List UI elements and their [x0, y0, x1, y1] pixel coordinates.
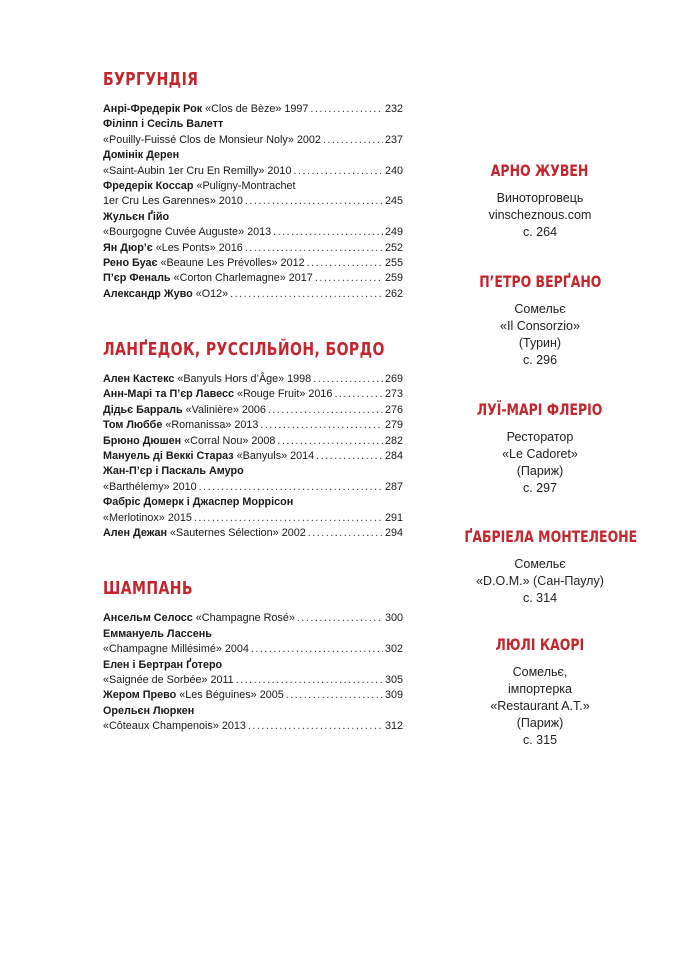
section-champagne [103, 577, 403, 734]
leader-dots [313, 372, 383, 387]
list-item [103, 179, 403, 194]
person-detail: Сомельє, [512, 665, 568, 679]
entry-page: 252 [384, 241, 403, 254]
leader-dots [277, 434, 383, 449]
entry-name: Александр Жуво [103, 287, 193, 300]
entry-page: 305 [384, 673, 403, 686]
leader-dots [245, 194, 383, 209]
entry-page: 237 [384, 133, 403, 146]
person-page: с. 297 [522, 481, 558, 495]
leader-dots [199, 480, 383, 495]
list-item [103, 133, 403, 148]
entry-page: 300 [384, 612, 403, 625]
section-burgundy [103, 68, 403, 302]
entry-page: 259 [384, 272, 403, 285]
entry-page: 232 [384, 103, 403, 115]
list-item [103, 148, 403, 163]
list-item [103, 403, 403, 418]
entry-name: Орельєн Люркен [103, 704, 195, 717]
list-item [103, 117, 403, 132]
entry-wine: 1er Cru Les Garennes» 2010 [103, 195, 243, 208]
person-detail: Сомельє [514, 557, 566, 571]
leader-dots [194, 511, 383, 526]
list-item [103, 449, 403, 464]
entry-wine: «Pouilly-Fuissé Clos de Monsieur Noly» 2002 [103, 133, 321, 146]
list-item [103, 434, 403, 449]
entry-name: Філіпп і Сесіль Валетт [103, 118, 224, 131]
person-detail: «Le Cadoret» [502, 447, 578, 461]
person-page: с. 296 [522, 353, 558, 367]
entry-wine: «Saint-Aubin 1er Cru En Remilly» 2010 [103, 164, 292, 177]
person-page: с. 315 [522, 733, 558, 747]
leader-dots [245, 241, 383, 256]
entry-page: 262 [384, 287, 403, 300]
entries-list [103, 611, 403, 734]
entry-name: Елен і Бертран Ґотеро [103, 658, 223, 671]
section-languedoc [103, 338, 403, 541]
person-detail: «Restaurant A.T.» [490, 699, 590, 713]
list-item [103, 673, 403, 688]
entry-name: Фабріс Домерк і Джаспер Моррісон [103, 496, 294, 509]
entry-page: 276 [384, 403, 403, 416]
section-title: ЛАНҐЕДОК, РУССІЛЬЙОН, БОРДО [103, 339, 385, 361]
leader-dots [230, 287, 383, 302]
section-title: ШАМПАНЬ [103, 578, 193, 600]
person-detail: «Il Consorzio» [500, 319, 580, 333]
section-title: БУРГУНДІЯ [103, 69, 199, 90]
entry-name: Анрі-Фредерік Рок [103, 103, 203, 115]
entry-page: 273 [384, 388, 403, 401]
entry-page: 294 [384, 526, 403, 539]
list-item [103, 271, 403, 286]
leader-dots [268, 403, 383, 418]
entry-wine: «Valinière» 2006 [182, 403, 266, 416]
person-detail: (Париж) [516, 716, 564, 730]
entry-page: 255 [384, 256, 403, 269]
list-item [103, 480, 403, 495]
leader-dots [260, 418, 383, 433]
leader-dots [308, 526, 383, 541]
list-item [103, 210, 403, 225]
person-detail: vinscheznous.com [488, 208, 592, 222]
list-item [103, 627, 403, 642]
person-detail: Сомельє [514, 302, 566, 316]
entry-wine: «Rouge Fruit» 2016 [234, 388, 333, 401]
entry-wine: «Saignée de Sorbée» 2011 [103, 673, 234, 686]
entries-list [103, 372, 403, 541]
entry-wine: «Corral Nou» 2008 [181, 434, 276, 447]
person-page: с. 264 [522, 225, 558, 239]
list-item [103, 704, 403, 719]
list-item [103, 719, 403, 734]
entry-wine: «Champagne Rosé» [192, 612, 295, 625]
entry-page: 312 [384, 720, 403, 733]
person-detail: (Париж) [516, 464, 564, 478]
person-detail: імпортерка [508, 682, 572, 696]
list-item [103, 256, 403, 271]
list-item [103, 526, 403, 541]
list-item [103, 387, 403, 402]
entry-name: Ян Дюр’є [103, 241, 153, 254]
entry-wine: «Sauternes Sélection» 2002 [167, 526, 306, 539]
list-item [103, 241, 403, 256]
entry-page: 302 [384, 643, 403, 656]
person-card [440, 526, 640, 607]
leader-dots [273, 225, 383, 240]
entry-page: 284 [384, 450, 403, 463]
entry-wine: «Romanissa» 2013 [162, 419, 259, 432]
entry-wine: «Merlotinox» 2015 [103, 511, 192, 524]
entry-page: 269 [384, 373, 403, 386]
person-card [440, 271, 640, 369]
list-item [103, 511, 403, 526]
list-item [103, 225, 403, 240]
leader-dots [316, 449, 383, 464]
entry-wine: «Les Béguines» 2005 [176, 689, 284, 702]
table-of-contents [103, 68, 403, 771]
entry-wine: «Bourgogne Cuvée Auguste» 2013 [103, 226, 272, 239]
leader-dots [248, 719, 383, 734]
entry-name: П’єр Феналь [103, 272, 171, 285]
list-item [103, 102, 403, 117]
person-card [440, 399, 640, 497]
entry-wine: «Beaune Les Prévolles» 2012 [157, 256, 305, 269]
person-detail: Ресторатор [506, 430, 574, 444]
entry-page: 309 [384, 689, 403, 702]
entry-wine: «Les Ponts» 2016 [152, 241, 243, 254]
leader-dots [315, 271, 383, 286]
person-name: ҐАБРІЕЛА МОНТЕЛЕОНЕ [464, 527, 638, 546]
leader-dots [286, 688, 383, 703]
list-item [103, 658, 403, 673]
entries-list [103, 102, 403, 302]
person-name: П’ЕТРО ВЕРҐАНО [478, 272, 602, 291]
person-name: ЛЮЛІ КАОРІ [495, 635, 585, 654]
leader-dots [334, 387, 383, 402]
person-detail: «D.O.M.» (Сан-Паулу) [476, 574, 604, 588]
entry-name: Жером Прево [103, 689, 177, 702]
leader-dots [251, 642, 383, 657]
list-item [103, 688, 403, 703]
leader-dots [310, 102, 383, 117]
entry-page: 249 [384, 226, 403, 239]
entry-name: Мануель ді Веккі Стараз [103, 450, 234, 463]
leader-dots [297, 611, 383, 626]
person-detail: (Турин) [518, 336, 562, 350]
entry-name: Жульєн Ґійо [103, 210, 170, 223]
entry-name: Жан-П’єр і Паскаль Амуро [103, 465, 244, 478]
entry-wine: «Clos de Bèze» 1997 [202, 103, 309, 115]
entry-page: 287 [384, 480, 403, 493]
list-item [103, 464, 403, 479]
person-name: АРНО ЖУВЕН [491, 161, 589, 180]
entry-wine: «Puligny-Montrachet [193, 179, 296, 192]
leader-dots [307, 256, 383, 271]
entry-wine: «Côteaux Champenois» 2013 [103, 720, 246, 733]
leader-dots [236, 673, 383, 688]
entry-wine: «O12» [192, 287, 229, 300]
entry-wine: «Barthélemy» 2010 [103, 480, 197, 493]
list-item [103, 164, 403, 179]
person-card [440, 160, 640, 241]
entry-wine: «Banyuls» 2014 [233, 450, 315, 463]
entry-name: Рено Буає [103, 256, 158, 269]
entry-name: Ален Кастекс [103, 373, 175, 386]
entry-name: Фредерік Коссар [103, 179, 194, 192]
entry-page: 282 [384, 434, 403, 447]
entry-page: 291 [384, 511, 403, 524]
entry-page: 240 [384, 164, 403, 177]
list-item [103, 642, 403, 657]
leader-dots [323, 133, 383, 148]
entry-name: Дідьє Барраль [103, 403, 183, 416]
entry-page: 279 [384, 419, 403, 432]
entry-wine: «Corton Charlemagne» 2017 [170, 272, 313, 285]
entry-wine: «Champagne Millésimé» 2004 [103, 643, 249, 656]
entry-name: Домінік Дерен [103, 149, 180, 162]
list-item [103, 372, 403, 387]
entry-name: Еммануель Лассень [103, 627, 212, 640]
list-item [103, 287, 403, 302]
entry-name: Брюно Дюшен [103, 434, 182, 447]
list-item [103, 495, 403, 510]
entry-wine: «Banyuls Hors d’Âge» 1998 [174, 373, 312, 386]
entry-name: Том Люббе [103, 419, 163, 432]
list-item [103, 418, 403, 433]
entry-name: Ансельм Селосс [103, 612, 193, 625]
list-item [103, 611, 403, 626]
person-card [440, 634, 640, 749]
entry-name: Ален Дежан [103, 526, 168, 539]
entry-name: Анн-Марі та П’єр Лавесс [103, 388, 234, 401]
leader-dots [293, 164, 383, 179]
person-page: с. 314 [522, 591, 558, 605]
list-item [103, 194, 403, 209]
person-name: ЛУЇ-МАРІ ФЛЕРІО [477, 400, 603, 419]
person-detail: Виноторговець [496, 191, 584, 205]
entry-page: 245 [384, 195, 403, 208]
